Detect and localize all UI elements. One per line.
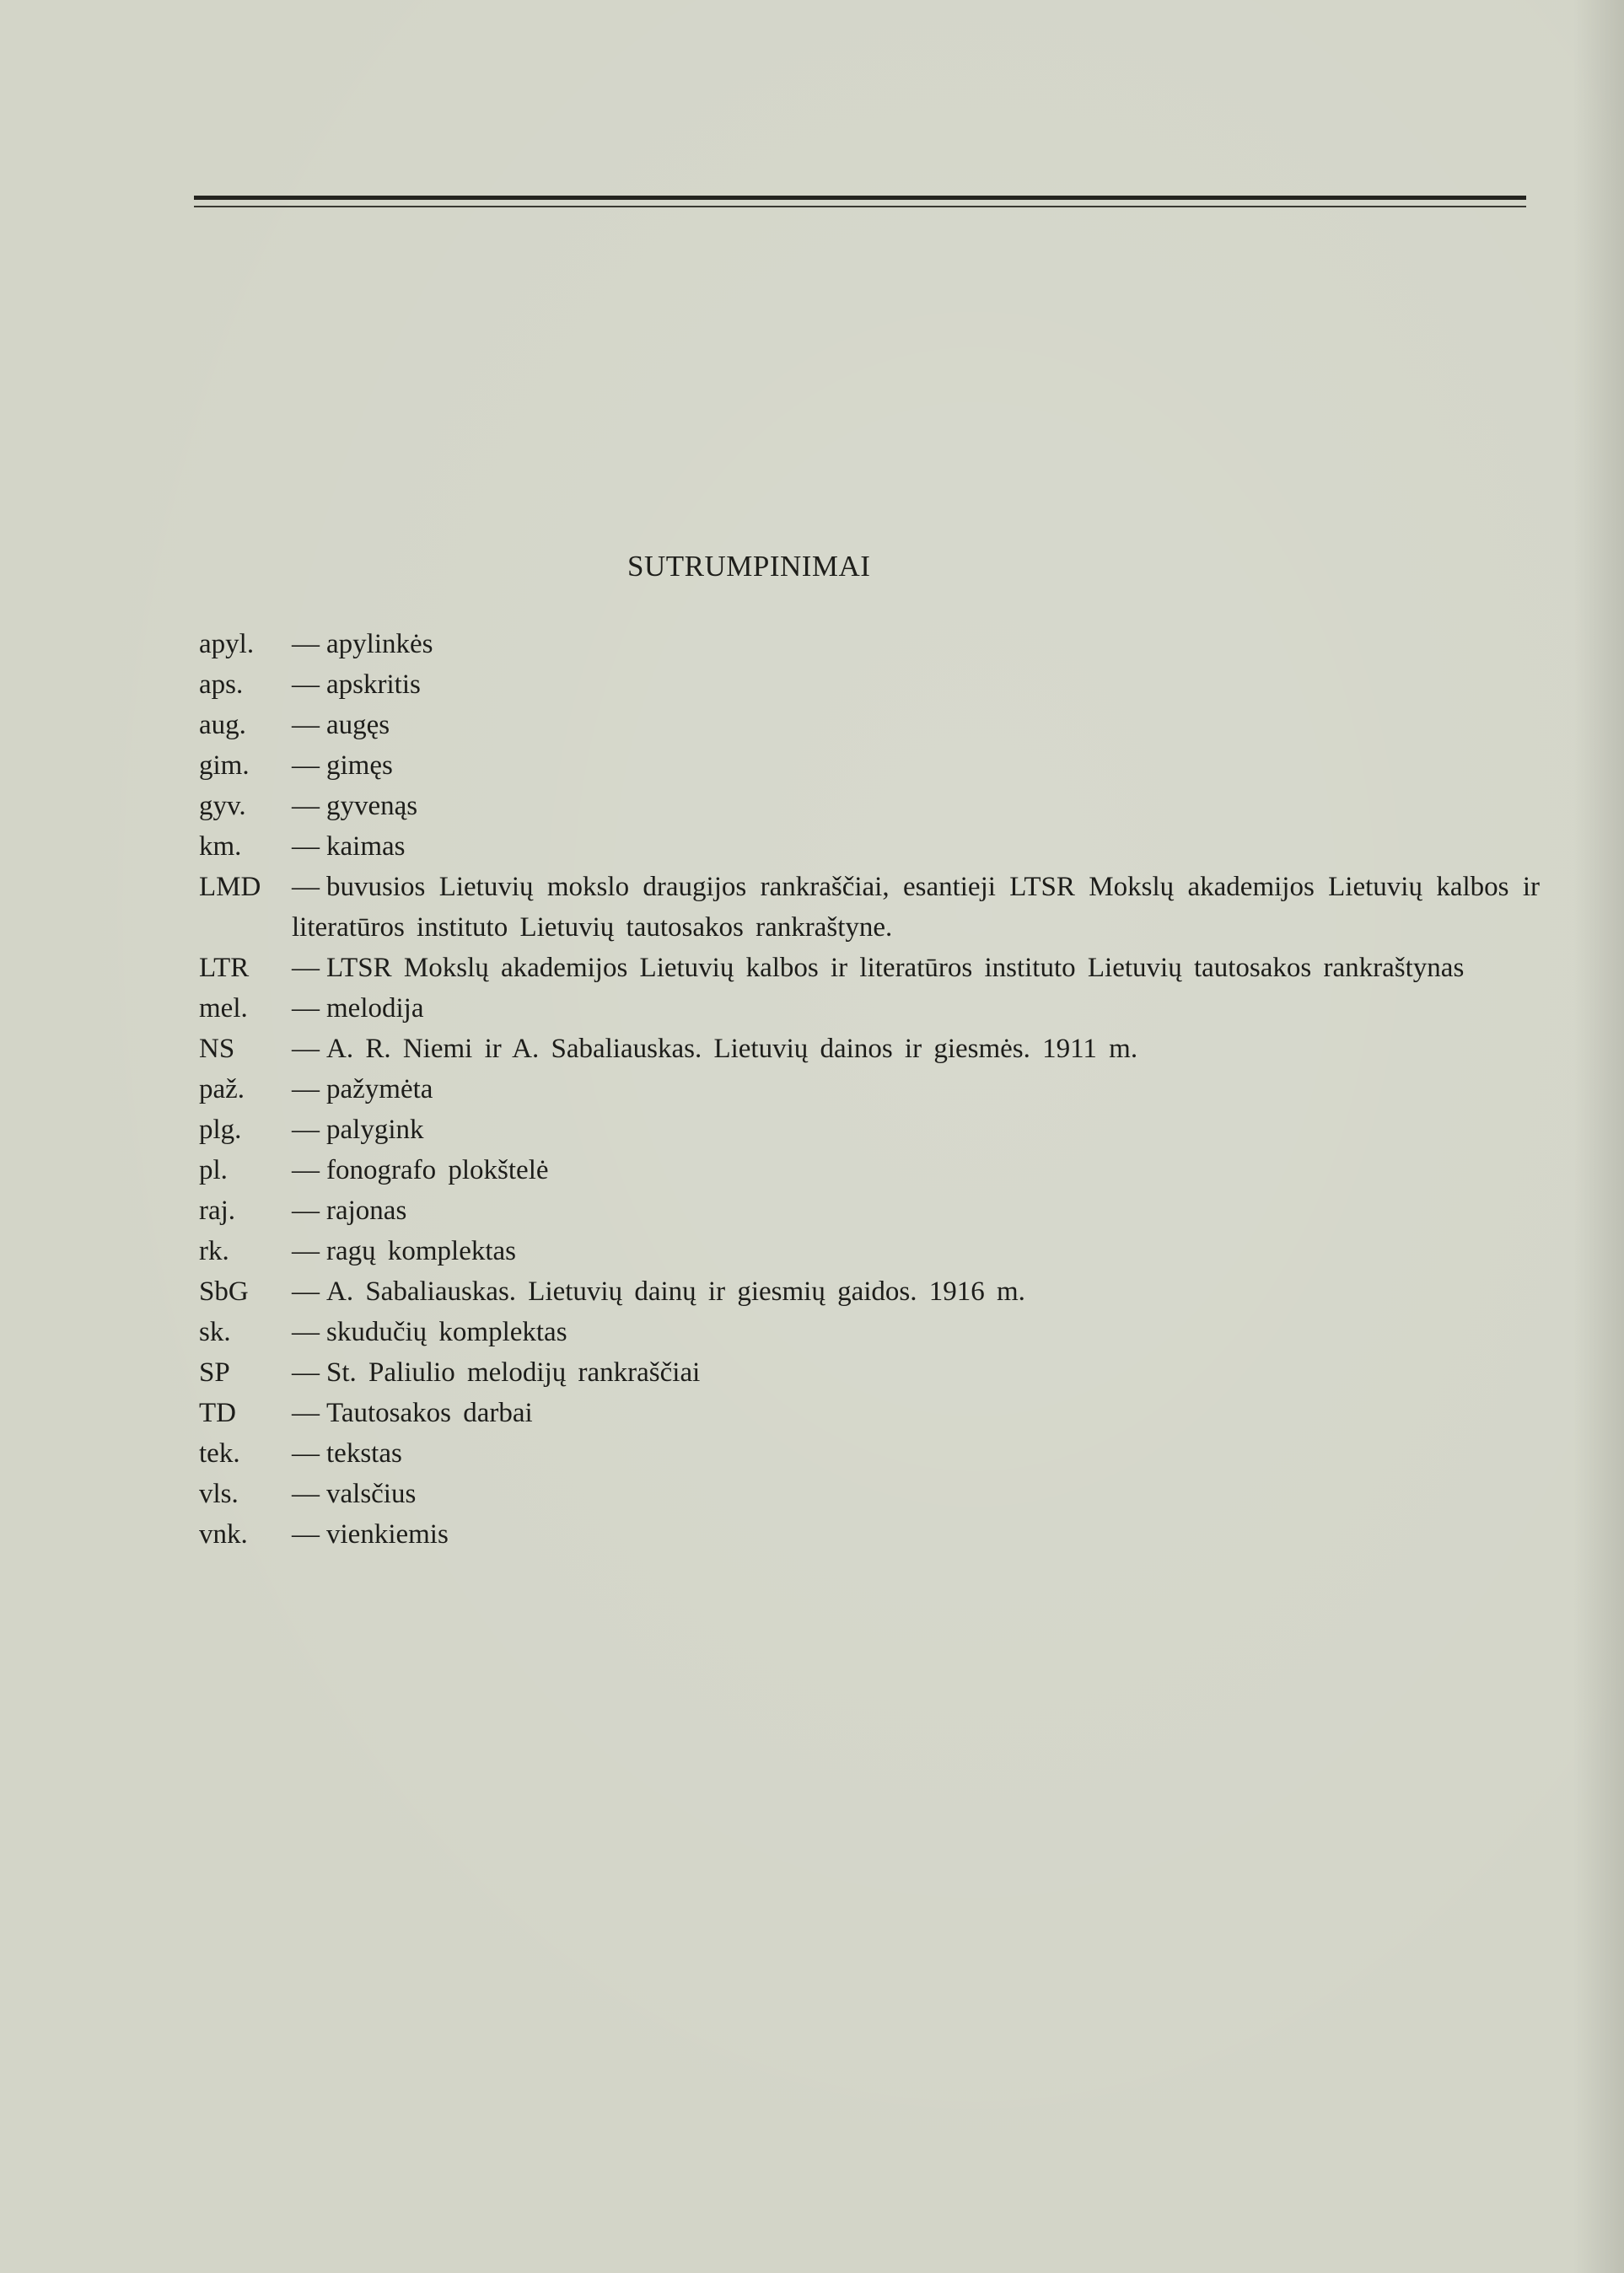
abbreviation-definition: Tautosakos darbai xyxy=(326,1398,533,1428)
top-rule-thin xyxy=(194,206,1526,207)
abbreviation-entry xyxy=(199,1514,1540,1555)
abbreviation-term: TD xyxy=(199,1398,236,1428)
em-dash: — xyxy=(292,1438,320,1469)
abbreviation-definition: gyvenąs xyxy=(326,791,418,821)
abbreviation-definition-block xyxy=(292,1029,1540,1069)
em-dash: — xyxy=(292,1357,320,1388)
abbreviation-term: plg. xyxy=(199,1115,242,1145)
abbreviation-definition-block xyxy=(292,1393,1540,1433)
abbreviation-term: SbG xyxy=(199,1276,249,1307)
abbreviation-definition: rajonas xyxy=(326,1196,407,1226)
abbreviation-definition-block xyxy=(292,1433,1540,1474)
abbreviation-term: sk. xyxy=(199,1317,231,1347)
top-rule-thick xyxy=(194,196,1526,200)
abbreviation-definition-block xyxy=(292,1190,1540,1231)
abbreviation-definition-block xyxy=(292,948,1540,988)
abbreviation-term: aps. xyxy=(199,669,244,700)
em-dash: — xyxy=(292,750,320,781)
em-dash: — xyxy=(292,1155,320,1185)
em-dash: — xyxy=(292,1398,320,1428)
abbreviation-entry xyxy=(199,664,1540,705)
abbreviation-entry xyxy=(199,705,1540,745)
abbreviation-definition: valsčius xyxy=(326,1479,417,1509)
abbreviation-entry xyxy=(199,1190,1540,1231)
abbreviation-term: LTR xyxy=(199,953,250,983)
abbreviation-entry xyxy=(199,826,1540,867)
abbreviation-definition-block xyxy=(292,1231,1540,1271)
abbreviation-definition-block xyxy=(292,705,1540,745)
em-dash: — xyxy=(292,1115,320,1145)
abbreviation-definition: pažymėta xyxy=(326,1074,433,1104)
em-dash: — xyxy=(292,872,320,902)
page-edge-shadow xyxy=(1573,0,1624,2273)
abbreviation-definition: apylinkės xyxy=(326,629,433,659)
abbreviation-definition-block xyxy=(292,867,1540,948)
em-dash: — xyxy=(292,993,320,1024)
abbreviation-definition-block xyxy=(292,1514,1540,1555)
abbreviation-entry xyxy=(199,1393,1540,1433)
abbreviation-definition: skudučių komplektas xyxy=(326,1317,567,1347)
abbreviation-entry xyxy=(199,786,1540,826)
em-dash: — xyxy=(292,1479,320,1509)
em-dash: — xyxy=(292,791,320,821)
abbreviation-term: NS xyxy=(199,1034,235,1064)
abbreviation-term: vls. xyxy=(199,1479,239,1509)
abbreviation-entry xyxy=(199,1231,1540,1271)
abbreviation-term: aug. xyxy=(199,710,246,740)
page-title: SUTRUMPINIMAI xyxy=(627,550,871,583)
abbreviation-term: raj. xyxy=(199,1196,236,1226)
abbreviation-definition-block xyxy=(292,1352,1540,1393)
abbreviation-term: tek. xyxy=(199,1438,240,1469)
abbreviation-definition: fonografo plokštelė xyxy=(326,1155,549,1185)
abbreviation-definition-block xyxy=(292,826,1540,867)
abbreviation-definition: gimęs xyxy=(326,750,393,781)
abbreviation-definition: A. Sabaliauskas. Lietuvių dainų ir giesmių gaidos. 1916 m. xyxy=(326,1276,1025,1307)
em-dash: — xyxy=(292,1276,320,1307)
abbreviation-definition: melodija xyxy=(326,993,424,1024)
em-dash: — xyxy=(292,1074,320,1104)
abbreviation-entry xyxy=(199,1312,1540,1352)
abbreviation-entry xyxy=(199,1433,1540,1474)
abbreviation-definition: kaimas xyxy=(326,831,406,862)
abbreviation-definition-block xyxy=(292,1312,1540,1352)
em-dash: — xyxy=(292,669,320,700)
abbreviation-definition: LTSR Mokslų akademijos Lietuvių kalbos ir literatūros instituto Lietuvių tautosakos rankraštynas xyxy=(326,953,1465,983)
abbreviation-definition-block xyxy=(292,1474,1540,1514)
abbreviation-term: paž. xyxy=(199,1074,245,1104)
abbreviation-term: apyl. xyxy=(199,629,255,659)
abbreviation-definition-block xyxy=(292,1110,1540,1150)
abbreviation-entry xyxy=(199,745,1540,786)
abbreviation-definition-block xyxy=(292,1271,1540,1312)
abbreviation-entry xyxy=(199,1352,1540,1393)
em-dash: — xyxy=(292,953,320,983)
abbreviation-definition: buvusios Lietuvių mokslo draugijos rankraščiai, esantieji LTSR Mokslų akademijos Lietuvių kalbos ir literatūros instituto Lietuvių tautosakos rankraštyne. xyxy=(292,872,1540,943)
em-dash: — xyxy=(292,1196,320,1226)
em-dash: — xyxy=(292,1034,320,1064)
abbreviation-definition: A. R. Niemi ir A. Sabaliauskas. Lietuvių dainos ir giesmės. 1911 m. xyxy=(326,1034,1138,1064)
abbreviation-list xyxy=(199,624,1540,1555)
abbreviation-definition: vienkiemis xyxy=(326,1519,449,1550)
abbreviation-term: gim. xyxy=(199,750,250,781)
abbreviation-definition-block xyxy=(292,1150,1540,1190)
em-dash: — xyxy=(292,1236,320,1266)
abbreviation-definition: St. Paliulio melodijų rankraščiai xyxy=(326,1357,701,1388)
abbreviation-definition-block xyxy=(292,664,1540,705)
abbreviation-entry xyxy=(199,1029,1540,1069)
abbreviation-term: km. xyxy=(199,831,242,862)
abbreviation-definition-block xyxy=(292,745,1540,786)
abbreviation-definition: augęs xyxy=(326,710,390,740)
abbreviation-entry xyxy=(199,624,1540,664)
abbreviation-term: gyv. xyxy=(199,791,246,821)
abbreviation-term: mel. xyxy=(199,993,248,1024)
abbreviation-term: pl. xyxy=(199,1155,228,1185)
abbreviation-term: rk. xyxy=(199,1236,229,1266)
abbreviation-definition: palygink xyxy=(326,1115,424,1145)
abbreviation-entry xyxy=(199,1110,1540,1150)
em-dash: — xyxy=(292,710,320,740)
abbreviation-entry xyxy=(199,1069,1540,1110)
abbreviation-definition-block xyxy=(292,786,1540,826)
em-dash: — xyxy=(292,1519,320,1550)
abbreviation-definition: tekstas xyxy=(326,1438,402,1469)
em-dash: — xyxy=(292,1317,320,1347)
abbreviation-term: vnk. xyxy=(199,1519,248,1550)
abbreviation-term: SP xyxy=(199,1357,230,1388)
em-dash: — xyxy=(292,831,320,862)
abbreviation-definition-block xyxy=(292,988,1540,1029)
abbreviation-definition: apskritis xyxy=(326,669,421,700)
abbreviation-entry xyxy=(199,948,1540,988)
abbreviation-entry xyxy=(199,1150,1540,1190)
abbreviation-entry xyxy=(199,988,1540,1029)
abbreviation-entry xyxy=(199,1271,1540,1312)
abbreviation-entry xyxy=(199,1474,1540,1514)
abbreviation-definition-block xyxy=(292,624,1540,664)
abbreviation-entry xyxy=(199,867,1540,948)
abbreviation-definition-block xyxy=(292,1069,1540,1110)
abbreviation-definition: ragų komplektas xyxy=(326,1236,517,1266)
abbreviation-term: LMD xyxy=(199,872,261,902)
em-dash: — xyxy=(292,629,320,659)
